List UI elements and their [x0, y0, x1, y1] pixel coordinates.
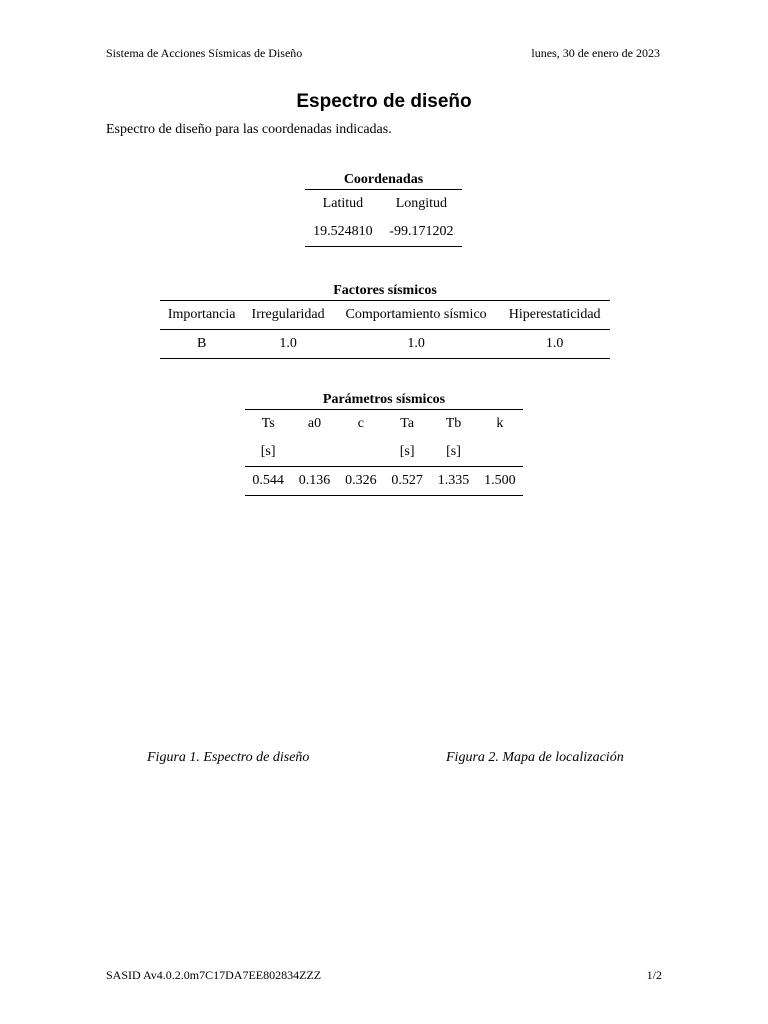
coordinates-longitude-value: -99.171202: [381, 218, 462, 247]
params-header-tb: Tb: [430, 410, 476, 439]
page-title: Espectro de diseño: [296, 91, 472, 112]
params-header-ta: Ta: [384, 410, 430, 439]
figure-1-caption: Figura 1. Espectro de diseño: [147, 750, 310, 765]
params-table-block: [245, 390, 523, 496]
factors-hyperstaticity-value: 1.0: [499, 330, 610, 359]
factors-table-block: [160, 281, 610, 359]
coordinates-header-longitude: Longitud: [381, 190, 462, 219]
params-unit-ta: [s]: [399, 444, 415, 459]
params-c-value: 0.326: [338, 467, 384, 496]
coordinates-table-block: [305, 170, 462, 247]
table-row: [160, 330, 610, 359]
factors-caption: Factores sísmicos: [333, 283, 437, 298]
factors-table: [160, 300, 610, 359]
params-caption: Parámetros sísmicos: [322, 392, 446, 407]
coordinates-header-latitude: Latitud: [305, 190, 381, 219]
factors-header-importance: Importancia: [160, 301, 243, 330]
params-header-a0: a0: [291, 410, 337, 439]
table-row: [245, 467, 523, 496]
header-app-name: Sistema de Acciones Sísmicas de Diseño: [106, 46, 303, 60]
params-unit-a0: [291, 438, 337, 467]
factors-header-behavior: Comportamiento sísmico: [333, 301, 500, 330]
factors-header-irregularity: Irregularidad: [243, 301, 332, 330]
coordinates-caption: Coordenadas: [343, 172, 424, 187]
params-k-value: 1.500: [477, 467, 523, 496]
coordinates-latitude-value: 19.524810: [305, 218, 381, 247]
params-unit-tb: [s]: [446, 444, 461, 459]
factors-behavior-value: 1.0: [333, 330, 500, 359]
params-unit-k: [477, 438, 523, 467]
params-ta-value: 0.527: [384, 467, 430, 496]
params-header-ts: Ts: [245, 410, 291, 439]
params-a0-value: 0.136: [291, 467, 337, 496]
factors-importance-value: B: [160, 330, 243, 359]
factors-irregularity-value: 1.0: [243, 330, 332, 359]
intro-text: Espectro de diseño para las coordenadas indicadas.: [106, 122, 392, 137]
page-number: 1/2: [646, 968, 662, 982]
params-tb-value: 1.335: [430, 467, 476, 496]
footer-version: SASID Av4.0.2.0m7C17DA7EE802834ZZZ: [106, 968, 322, 982]
factors-header-hyperstaticity: Hiperestaticidad: [499, 301, 610, 330]
figure-2-caption: Figura 2. Mapa de localización: [446, 750, 624, 765]
params-unit-c: [338, 438, 384, 467]
params-ts-value: 0.544: [245, 467, 291, 496]
params-header-c: c: [338, 410, 384, 439]
coordinates-table: [305, 189, 462, 247]
params-unit-ts: [s]: [260, 444, 276, 459]
header-date: lunes, 30 de enero de 2023: [531, 46, 660, 60]
params-header-k: k: [477, 410, 523, 439]
table-row: [305, 218, 462, 247]
params-table: [245, 409, 523, 496]
